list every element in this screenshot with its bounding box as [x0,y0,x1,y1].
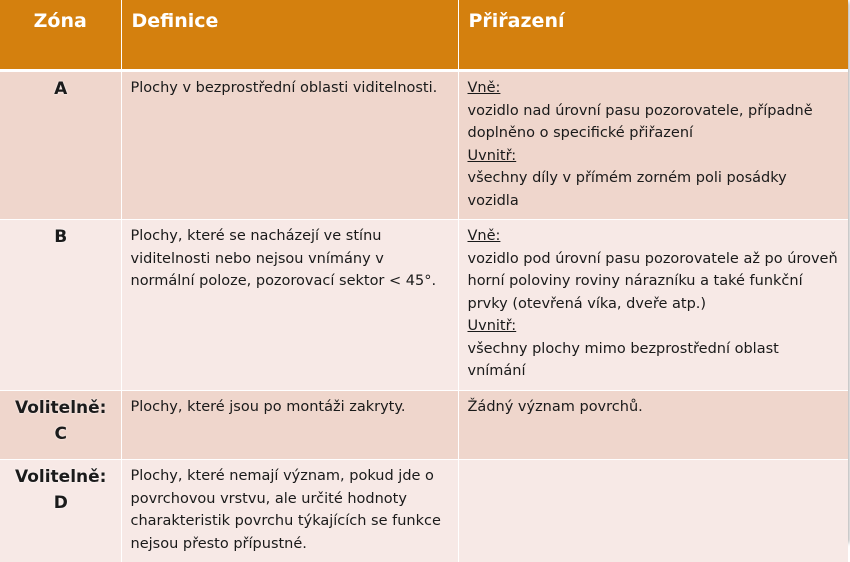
table-row [0,71,848,220]
inside-label: Uvnitř: [468,315,841,338]
definition-cell: Plochy, které jsou po montáži zakryty. [121,391,458,460]
header-assignment: Přiřazení [458,0,848,71]
table-header-row [0,0,848,71]
inside-text: všechny díly v přímém zorném poli posádky vozidla [468,167,841,212]
zone-cell [0,71,121,220]
zone-label-prefix: Volitelně: [9,395,113,421]
definition-cell: Plochy, které se nacházejí ve stínu viditelnosti nebo nejsou vnímány v normální poloze, pozorovací sektor < 45°. [121,220,458,391]
definition-cell: Plochy v bezprostřední oblasti viditelnosti. [121,71,458,220]
table-row [0,220,848,391]
outside-label: Vně: [468,225,841,248]
zone-label: D [9,490,113,516]
outside-label: Vně: [468,77,841,100]
outside-text: vozidlo pod úrovní pasu pozorovatele až po úroveň horní poloviny roviny nárazníku a také funkční prvky (otevřená víka, dveře atp.) [468,248,841,316]
inside-text: všechny plochy mimo bezprostřední oblast vnímání [468,338,841,383]
zone-label: A [9,76,113,102]
zone-label-prefix: Volitelně: [9,464,113,490]
zone-label: C [9,421,113,447]
table-row [0,460,848,562]
assignment-cell [458,460,848,562]
zone-cell [0,460,121,562]
zone-label: B [9,224,113,250]
assignment-cell [458,71,848,220]
definition-cell: Plochy, které nemají význam, pokud jde o povrchovou vrstvu, ale určité hodnoty charakteristik povrchu týkajících se funkce nejsou přesto přípustné. [121,460,458,562]
header-definition: Definice [121,0,458,71]
assignment-cell [458,220,848,391]
assignment-cell: Žádný význam povrchů. [458,391,848,460]
inside-label: Uvnitř: [468,145,841,168]
header-zone: Zóna [0,0,121,71]
table-row [0,391,848,460]
zone-cell [0,220,121,391]
zone-cell [0,391,121,460]
outside-text: vozidlo nad úrovní pasu pozorovatele, případně doplněno o specifické přiřazení [468,100,841,145]
